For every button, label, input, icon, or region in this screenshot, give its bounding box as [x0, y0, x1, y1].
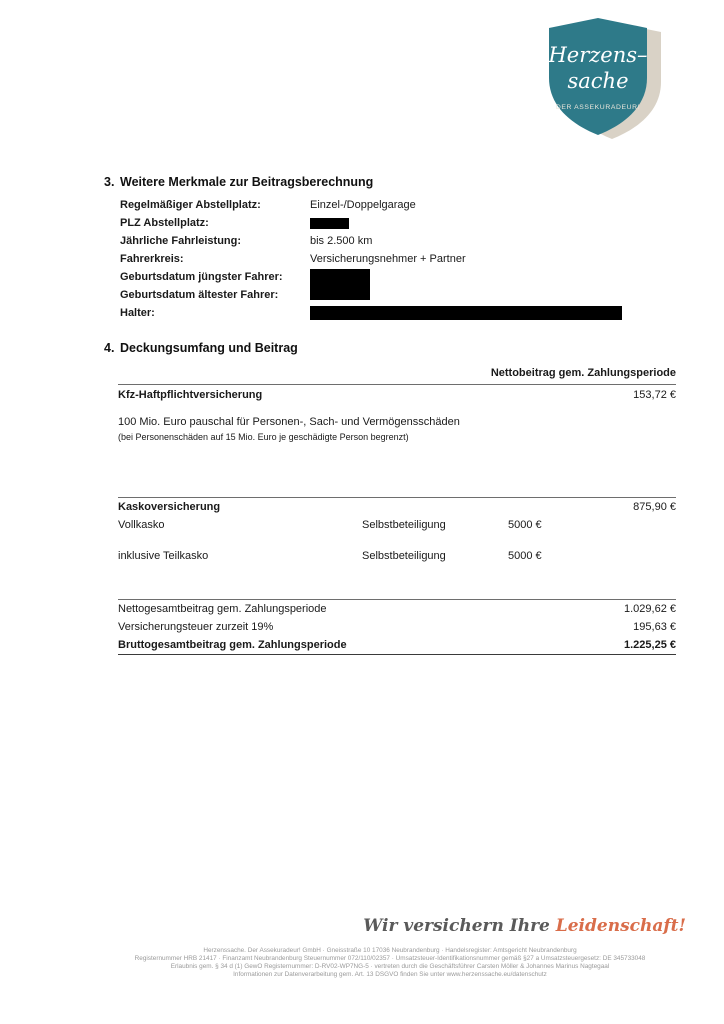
- netto-total-amount: 1.029,62 €: [624, 603, 676, 615]
- haftpflicht-label: Kfz-Haftpflichtversicherung: [118, 389, 263, 401]
- brutto-total-label: Bruttogesamtbeitrag gem. Zahlungsperiode: [118, 639, 347, 651]
- field-label: Jährliche Fahrleistung:: [120, 235, 242, 247]
- field-row-geburtsdatum-juengster: [120, 268, 650, 286]
- netto-total-row: [118, 603, 676, 615]
- field-label: Regelmäßiger Abstellplatz:: [120, 199, 261, 211]
- table-column-header: Nettobeitrag gem. Zahlungsperiode: [490, 367, 676, 379]
- teilkasko-row: [118, 550, 676, 563]
- haftpflicht-amount: 153,72 €: [633, 389, 676, 401]
- field-row-fahrleistung: [120, 232, 650, 250]
- table-rule-bottom: [118, 654, 676, 655]
- selbstbeteiligung-label: Selbstbeteiligung: [362, 550, 446, 562]
- selbstbeteiligung-value: 5000 €: [508, 550, 542, 562]
- kasko-label: Kaskoversicherung: [118, 501, 221, 513]
- redacted-value-bar: [310, 306, 622, 320]
- field-row-geburtsdatum-aeltester: [120, 286, 650, 304]
- field-label: Fahrerkreis:: [120, 253, 184, 265]
- table-rule: [118, 384, 676, 385]
- legal-line: Informationen zur Datenverarbeitung gem. Art. 13 DSGVO finden Sie unter www.herzenssache.eu/datenschutz: [233, 971, 547, 978]
- section4-title: Deckungsumfang und Beitrag: [120, 341, 298, 355]
- section3-fields: [120, 196, 650, 322]
- brutto-total-amount: 1.225,25 €: [624, 639, 676, 651]
- section4-heading: [104, 341, 298, 355]
- legal-line: Erlaubnis gem. § 34 d (1) GewO Registernummer: D-RV02-WP7NG-5 · vertreten durch die Geschäftsführer Carsten Möller & Johannes Marinus Nagtegaal: [170, 963, 610, 970]
- selbstbeteiligung-value: 5000 €: [508, 519, 542, 531]
- tagline-accent-text: Leidenschaft!: [555, 916, 686, 936]
- steuer-amount: 195,63 €: [633, 621, 676, 633]
- field-label: Geburtsdatum jüngster Fahrer:: [120, 271, 283, 283]
- steuer-label: Versicherungsteuer zurzeit 19%: [118, 621, 274, 633]
- footer-tagline: [363, 916, 686, 936]
- logo-name-line1: Herzens–: [548, 43, 648, 67]
- field-row-abstellplatz: [120, 196, 650, 214]
- field-label: Halter:: [120, 307, 155, 319]
- legal-line: Registernummer HRB 21417 · Finanzamt Neubrandenburg Steuernummer 072/110/02357 · Umsatzsteuer-Identifikationsnummer gemäß §27 a Umsatzsteuergesetz: DE 345733048: [134, 955, 646, 962]
- field-value: Versicherungsnehmer + Partner: [310, 253, 466, 265]
- kasko-row: [118, 501, 676, 513]
- field-value: bis 2.500 km: [310, 235, 373, 247]
- teilkasko-label: inklusive Teilkasko: [118, 550, 209, 562]
- steuer-row: [118, 621, 676, 633]
- tagline-plain-text: Wir versichern Ihre: [363, 916, 550, 936]
- field-row-halter: [120, 304, 650, 322]
- section4-number: 4.: [104, 341, 115, 355]
- field-label: PLZ Abstellplatz:: [120, 217, 209, 229]
- brutto-total-row: [118, 639, 676, 651]
- field-value: Einzel-/Doppelgarage: [310, 199, 416, 211]
- vollkasko-row: [118, 519, 676, 532]
- redacted-value-bar: [310, 218, 349, 229]
- haftpflicht-description-note: (bei Personenschäden auf 15 Mio. Euro je geschädigte Person begrenzt): [118, 432, 409, 442]
- field-row-plz: [120, 214, 650, 232]
- logo-name-line2: sache: [567, 69, 629, 93]
- section3-number: 3.: [104, 175, 115, 189]
- company-logo: [546, 14, 666, 140]
- section3-heading: [104, 175, 373, 189]
- kasko-amount: 875,90 €: [633, 501, 676, 513]
- logo-subtitle: DER ASSEKURADEUR!: [555, 104, 641, 111]
- shield-logo-icon: [546, 14, 666, 140]
- redacted-value-bar: [310, 269, 370, 300]
- table-rule: [118, 497, 676, 498]
- table-rule: [118, 599, 676, 600]
- haftpflicht-description: 100 Mio. Euro pauschal für Personen-, Sach- und Vermögensschäden: [118, 416, 460, 428]
- legal-line: Herzenssache. Der Assekuradeur! GmbH · Gneisstraße 10 17036 Neubrandenburg · Handelsregister: Amtsgericht Neubrandenburg: [203, 947, 577, 954]
- selbstbeteiligung-label: Selbstbeteiligung: [362, 519, 446, 531]
- section3-title: Weitere Merkmale zur Beitragsberechnung: [120, 175, 374, 189]
- field-label: Geburtsdatum ältester Fahrer:: [120, 289, 279, 301]
- netto-total-label: Nettogesamtbeitrag gem. Zahlungsperiode: [118, 603, 327, 615]
- field-row-fahrerkreis: [120, 250, 650, 268]
- footer-legal: [105, 947, 675, 979]
- vollkasko-label: Vollkasko: [118, 519, 165, 531]
- haftpflicht-row: [118, 389, 676, 401]
